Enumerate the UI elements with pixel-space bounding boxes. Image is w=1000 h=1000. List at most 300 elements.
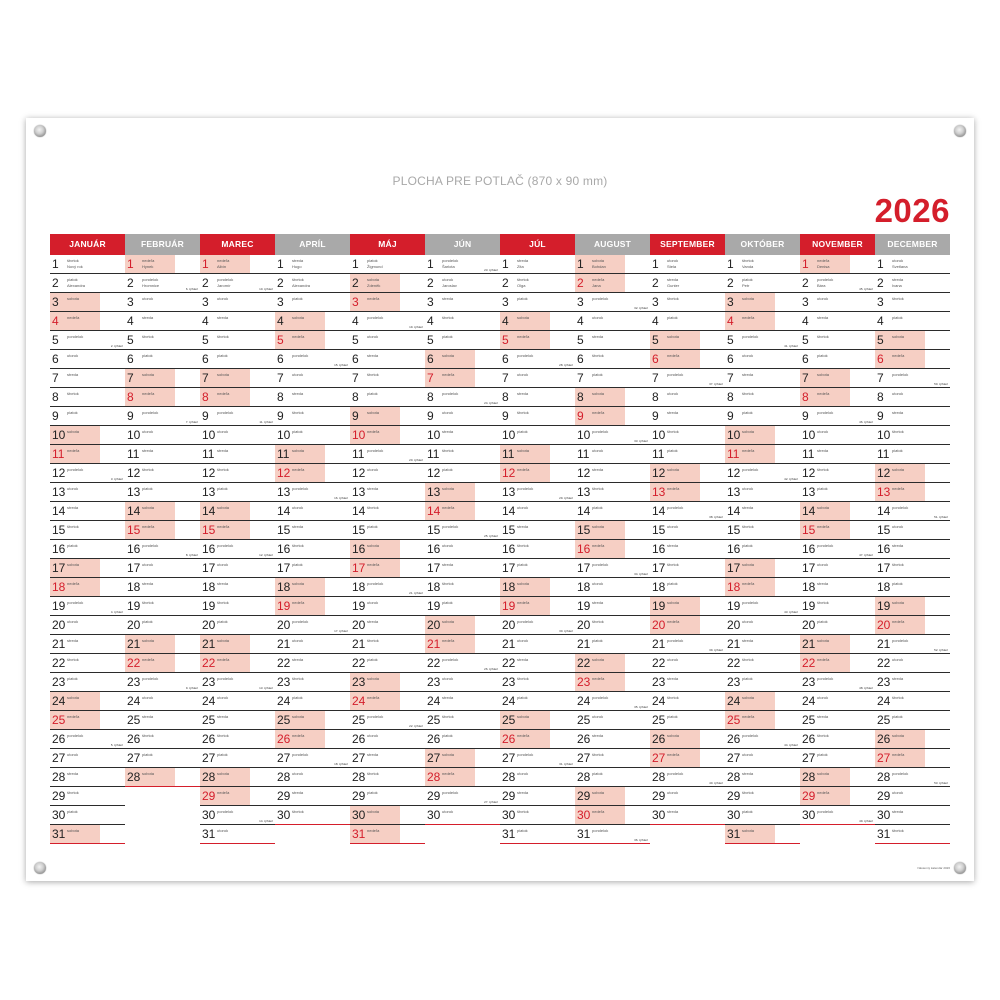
day-row (800, 445, 875, 464)
weekday-label: štvrtok (592, 619, 604, 624)
name-day-label: Zita (517, 264, 524, 269)
day-row (800, 388, 875, 407)
weekday-label: piatok (817, 353, 828, 358)
day-number: 15 (727, 523, 741, 537)
year-title: 2026 (874, 192, 950, 229)
weekday-label: piatok (367, 258, 378, 263)
day-number: 21 (427, 637, 441, 651)
day-number: 9 (802, 409, 809, 423)
weekday-label: utorok (442, 543, 454, 548)
day-number: 14 (352, 504, 366, 518)
weekday-label: sobota (817, 771, 830, 776)
day-number: 30 (427, 808, 441, 822)
day-number: 30 (352, 808, 366, 822)
day-row (500, 749, 575, 768)
day-number: 2 (277, 276, 284, 290)
week-number: 15. týždeň (334, 363, 348, 367)
weekday-label: streda (817, 581, 829, 586)
day-row (725, 350, 800, 369)
day-row (200, 540, 275, 559)
weekday-label: pondelok (367, 581, 384, 586)
day-row (875, 445, 950, 464)
day-row (725, 635, 800, 654)
day-row (200, 407, 275, 426)
day-number: 27 (352, 751, 366, 765)
day-number: 8 (802, 390, 809, 404)
weekday-label: nedeľa (367, 296, 380, 301)
weekday-label: nedeľa (142, 524, 155, 529)
month-header: SEPTEMBER (650, 234, 725, 255)
day-row (125, 616, 200, 635)
weekday-label: nedeľa (217, 524, 230, 529)
day-number: 5 (577, 333, 584, 347)
weekday-label: nedeľa (517, 733, 530, 738)
day-number: 16 (352, 542, 366, 556)
weekday-label: streda (742, 638, 754, 643)
weekday-label: nedeľa (817, 657, 830, 662)
day-number: 22 (577, 656, 591, 670)
day-number: 16 (877, 542, 891, 556)
day-number: 10 (727, 428, 741, 442)
day-number: 2 (427, 276, 434, 290)
weekday-label: nedeľa (592, 277, 605, 282)
month-header: NOVEMBER (800, 234, 875, 255)
day-number: 25 (877, 713, 891, 727)
weekday-label: nedeľa (592, 410, 605, 415)
day-number: 29 (727, 789, 741, 803)
day-row (800, 692, 875, 711)
day-number: 2 (802, 276, 809, 290)
weekday-label: streda (67, 505, 79, 510)
weekday-label: utorok (292, 505, 304, 510)
weekday-label: streda (667, 809, 679, 814)
week-number: 22. týždeň (409, 724, 423, 728)
day-number: 24 (202, 694, 216, 708)
day-row (650, 369, 725, 388)
day-row (875, 350, 950, 369)
weekday-label: utorok (592, 315, 604, 320)
week-number: 10. týždeň (259, 287, 273, 291)
weekday-label: sobota (742, 695, 755, 700)
day-row (800, 597, 875, 616)
day-row (725, 331, 800, 350)
weekday-label: utorok (367, 600, 379, 605)
day-row (350, 635, 425, 654)
weekday-label: utorok (892, 790, 904, 795)
day-number: 27 (652, 751, 666, 765)
day-row (875, 711, 950, 730)
weekday-label: pondelok (742, 600, 759, 605)
day-number: 21 (802, 637, 816, 651)
day-row (500, 293, 575, 312)
weekday-label: pondelok (742, 334, 759, 339)
weekday-label: štvrtok (142, 733, 154, 738)
weekday-label: pondelok (892, 505, 909, 510)
day-row (575, 350, 650, 369)
day-row (725, 616, 800, 635)
weekday-label: utorok (592, 448, 604, 453)
day-row (275, 350, 350, 369)
day-number: 20 (202, 618, 216, 632)
weekday-label: nedeľa (217, 258, 230, 263)
weekday-label: utorok (292, 771, 304, 776)
day-number: 10 (352, 428, 366, 442)
day-row (125, 464, 200, 483)
day-number: 14 (277, 504, 291, 518)
day-row (50, 502, 125, 521)
day-number: 1 (502, 257, 509, 271)
day-number: 5 (502, 333, 509, 347)
month-column (875, 234, 950, 864)
weekday-label: sobota (817, 372, 830, 377)
weekday-label: pondelok (292, 353, 309, 358)
week-number: 19. týždeň (409, 325, 423, 329)
weekday-label: piatok (592, 771, 603, 776)
day-number: 24 (802, 694, 816, 708)
day-row (800, 407, 875, 426)
weekday-label: nedeľa (892, 752, 905, 757)
day-row (50, 616, 125, 635)
day-row (500, 540, 575, 559)
day-number: 1 (877, 257, 884, 271)
month-column (425, 234, 500, 864)
weekday-label: štvrtok (592, 752, 604, 757)
day-row (275, 654, 350, 673)
day-number: 3 (202, 295, 209, 309)
day-row (125, 787, 200, 806)
weekday-label: streda (667, 543, 679, 548)
weekday-label: utorok (217, 296, 229, 301)
day-row (425, 559, 500, 578)
day-number: 7 (877, 371, 884, 385)
weekday-label: štvrtok (442, 315, 454, 320)
day-number: 15 (52, 523, 66, 537)
day-row (275, 426, 350, 445)
weekday-label: štvrtok (667, 695, 679, 700)
day-number: 15 (427, 523, 441, 537)
day-list (350, 255, 425, 844)
day-row (500, 331, 575, 350)
weekday-label: streda (592, 467, 604, 472)
day-row (650, 559, 725, 578)
day-row (650, 787, 725, 806)
day-number: 7 (127, 371, 134, 385)
weekday-label: štvrtok (142, 467, 154, 472)
day-row (800, 293, 875, 312)
weekday-label: piatok (142, 486, 153, 491)
weekday-label: sobota (517, 714, 530, 719)
weekday-label: nedeľa (892, 486, 905, 491)
weekday-label: piatok (442, 467, 453, 472)
day-row (275, 464, 350, 483)
day-row (200, 293, 275, 312)
day-row (500, 407, 575, 426)
day-row (650, 540, 725, 559)
day-number: 23 (352, 675, 366, 689)
weekday-label: nedeľa (592, 676, 605, 681)
name-day-label: Olga (517, 283, 526, 288)
day-row (350, 426, 425, 445)
day-row (575, 806, 650, 825)
day-row (125, 521, 200, 540)
weekday-label: štvrtok (367, 505, 379, 510)
day-row (50, 730, 125, 749)
day-row (725, 559, 800, 578)
weekday-label: piatok (742, 410, 753, 415)
weekday-label: piatok (592, 505, 603, 510)
day-number: 29 (502, 789, 516, 803)
day-number: 11 (352, 447, 365, 461)
day-number: 1 (652, 257, 659, 271)
day-number: 22 (652, 656, 666, 670)
day-row (125, 407, 200, 426)
day-row (200, 426, 275, 445)
weekday-label: streda (742, 372, 754, 377)
day-number: 18 (877, 580, 891, 594)
day-row (500, 673, 575, 692)
day-row (425, 540, 500, 559)
day-number: 22 (202, 656, 216, 670)
day-number: 13 (502, 485, 516, 499)
weekday-label: sobota (67, 429, 80, 434)
day-number: 8 (277, 390, 284, 404)
day-number: 3 (577, 295, 584, 309)
day-number: 20 (427, 618, 441, 632)
day-number: 27 (427, 751, 441, 765)
day-row (425, 521, 500, 540)
month-column (725, 234, 800, 864)
day-row (50, 255, 125, 274)
weekday-label: nedeľa (292, 334, 305, 339)
day-number: 13 (352, 485, 366, 499)
weekday-label: streda (892, 543, 904, 548)
day-list (725, 255, 800, 844)
day-row (650, 578, 725, 597)
weekday-label: štvrtok (892, 429, 904, 434)
day-row (275, 445, 350, 464)
name-day-label: Vanda (742, 264, 754, 269)
day-row (350, 293, 425, 312)
week-number: 31. týždeň (559, 762, 573, 766)
day-row (800, 559, 875, 578)
day-number: 28 (52, 770, 66, 784)
day-number: 6 (127, 352, 134, 366)
day-number: 21 (652, 637, 666, 651)
weekday-label: pondelok (817, 543, 834, 548)
day-row (575, 426, 650, 445)
month-column (350, 234, 425, 864)
weekday-label: nedeľa (217, 657, 230, 662)
day-number: 4 (202, 314, 209, 328)
day-number: 11 (802, 447, 815, 461)
day-row (575, 407, 650, 426)
weekday-label: štvrtok (442, 448, 454, 453)
weekday-label: sobota (517, 315, 530, 320)
day-number: 24 (577, 694, 591, 708)
day-number: 21 (352, 637, 366, 651)
day-row (650, 445, 725, 464)
name-day-label: Bohdan (592, 264, 606, 269)
name-day-label: Alexandra (67, 283, 86, 288)
weekday-label: utorok (742, 353, 754, 358)
day-number: 9 (52, 409, 59, 423)
day-row (575, 521, 650, 540)
day-row (125, 597, 200, 616)
week-number: 44. týždeň (784, 743, 798, 747)
day-number: 17 (277, 561, 291, 575)
day-number: 27 (127, 751, 141, 765)
weekday-label: pondelok (592, 562, 609, 567)
day-number: 24 (352, 694, 366, 708)
weekday-label: nedeľa (667, 353, 680, 358)
day-number: 12 (52, 466, 66, 480)
weekday-label: nedeľa (742, 714, 755, 719)
day-number: 22 (877, 656, 891, 670)
day-number: 6 (427, 352, 434, 366)
day-number: 6 (652, 352, 659, 366)
day-number: 30 (277, 808, 291, 822)
month-column (800, 234, 875, 864)
weekday-label: nedeľa (142, 657, 155, 662)
weekday-label: piatok (367, 790, 378, 795)
day-number: 27 (577, 751, 591, 765)
day-row (500, 711, 575, 730)
day-number: 25 (277, 713, 291, 727)
day-number: 15 (577, 523, 591, 537)
day-row (575, 559, 650, 578)
day-row (875, 673, 950, 692)
weekday-label: pondelok (817, 676, 834, 681)
day-number: 23 (202, 675, 216, 689)
day-row (200, 787, 275, 806)
weekday-label: utorok (142, 429, 154, 434)
day-number: 3 (727, 295, 734, 309)
weekday-label: utorok (517, 638, 529, 643)
weekday-label: streda (367, 619, 379, 624)
day-number: 5 (52, 333, 59, 347)
day-number: 3 (427, 295, 434, 309)
day-row (275, 673, 350, 692)
day-number: 20 (652, 618, 666, 632)
weekday-label: nedeľa (67, 315, 80, 320)
day-number: 24 (877, 694, 891, 708)
day-number: 11 (277, 447, 290, 461)
day-row (425, 388, 500, 407)
day-number: 28 (577, 770, 591, 784)
month-column (650, 234, 725, 864)
day-row (875, 559, 950, 578)
day-number: 18 (652, 580, 666, 594)
weekday-label: utorok (217, 562, 229, 567)
month-column (125, 234, 200, 864)
day-number: 22 (427, 656, 441, 670)
name-day-label: Jaromír (217, 283, 231, 288)
day-row (200, 331, 275, 350)
weekday-label: pondelok (142, 676, 159, 681)
day-number: 15 (202, 523, 216, 537)
day-row (725, 768, 800, 787)
day-number: 16 (727, 542, 741, 556)
week-number: 26. týždeň (484, 667, 498, 671)
day-number: 4 (127, 314, 134, 328)
day-number: 2 (352, 276, 359, 290)
weekday-label: utorok (892, 391, 904, 396)
weekday-label: streda (517, 524, 529, 529)
day-row (800, 673, 875, 692)
weekday-label: pondelok (592, 828, 609, 833)
day-number: 9 (577, 409, 584, 423)
day-number: 4 (427, 314, 434, 328)
day-row (425, 787, 500, 806)
weekday-label: sobota (367, 809, 380, 814)
day-number: 2 (577, 276, 584, 290)
day-row (800, 483, 875, 502)
day-row (275, 255, 350, 274)
weekday-label: utorok (367, 467, 379, 472)
week-number: 9. týždeň (185, 686, 198, 690)
day-row (500, 388, 575, 407)
weekday-label: sobota (817, 505, 830, 510)
weekday-label: utorok (367, 733, 379, 738)
weekday-label: streda (442, 562, 454, 567)
day-row (650, 426, 725, 445)
day-row (800, 350, 875, 369)
day-row (200, 825, 275, 844)
day-row (650, 331, 725, 350)
day-row (875, 635, 950, 654)
day-number: 12 (352, 466, 366, 480)
day-number: 7 (202, 371, 209, 385)
week-number: 6. týždeň (185, 287, 198, 291)
weekday-label: piatok (742, 277, 753, 282)
day-row (200, 673, 275, 692)
weekday-label: štvrtok (142, 600, 154, 605)
month-header: AUGUST (575, 234, 650, 255)
weekday-label: streda (217, 315, 229, 320)
weekday-label: nedeľa (742, 315, 755, 320)
day-number: 18 (127, 580, 141, 594)
weekday-label: sobota (292, 315, 305, 320)
day-number: 12 (202, 466, 216, 480)
day-row (650, 711, 725, 730)
day-row (275, 597, 350, 616)
day-number: 19 (352, 599, 366, 613)
weekday-label: štvrtok (817, 467, 829, 472)
day-number: 10 (127, 428, 141, 442)
weekday-label: nedeľa (517, 467, 530, 472)
day-number: 21 (277, 637, 291, 651)
weekday-label: piatok (667, 315, 678, 320)
weekday-label: streda (667, 277, 679, 282)
weekday-label: piatok (217, 353, 228, 358)
day-number: 29 (652, 789, 666, 803)
day-number: 16 (502, 542, 516, 556)
day-row (725, 692, 800, 711)
day-row (875, 464, 950, 483)
day-number: 19 (202, 599, 216, 613)
day-row (350, 787, 425, 806)
weekday-label: pondelok (817, 410, 834, 415)
weekday-label: utorok (742, 486, 754, 491)
day-list (125, 255, 200, 844)
weekday-label: sobota (67, 828, 80, 833)
weekday-label: nedeľa (592, 543, 605, 548)
day-row (275, 635, 350, 654)
day-row (425, 331, 500, 350)
day-row (800, 711, 875, 730)
week-number: 14. týždeň (259, 819, 273, 823)
day-number: 9 (502, 409, 509, 423)
